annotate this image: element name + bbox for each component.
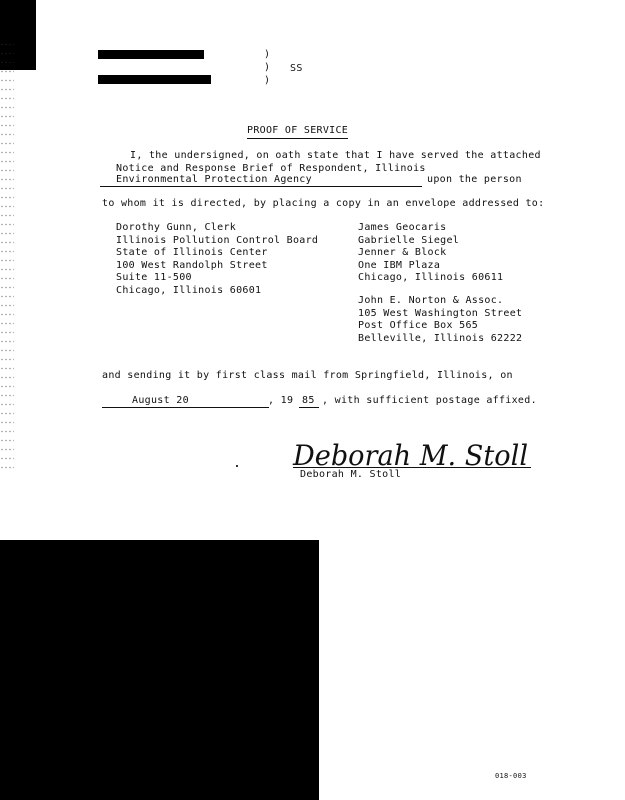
redaction-bar-1 <box>98 50 204 59</box>
year-prefix: , 19 <box>268 395 294 406</box>
caption-brace-3: ) <box>264 75 271 86</box>
page-title: PROOF OF SERVICE <box>247 125 348 139</box>
address-line: Gabrielle Siegel <box>358 234 460 246</box>
signature-script: Deborah M. Stoll <box>292 439 528 472</box>
scan-dot <box>236 465 238 467</box>
scan-noise <box>0 40 14 470</box>
address-line: Dorothy Gunn, Clerk <box>116 222 237 233</box>
signer-name: Deborah M. Stoll <box>300 469 402 480</box>
mailing-line: and sending it by first class mail from Springfield, Illinois, on <box>102 370 513 381</box>
document-title-underline <box>100 186 422 187</box>
address-line: Illinois Pollution Control Board <box>116 234 319 246</box>
date-underline <box>102 407 269 408</box>
address-line: 105 West Washington Street <box>358 307 523 319</box>
address-line: State of Illinois Center <box>116 247 268 258</box>
address-line: Chicago, Illinois 60611 <box>358 272 504 283</box>
intro-line-1: I, the undersigned, on oath state that I have served the attached <box>130 150 541 161</box>
caption-ss: SS <box>290 63 303 74</box>
address-line: Jenner & Block <box>358 247 447 258</box>
document-title-line-2: Environmental Protection Agency <box>116 174 312 185</box>
upon-text: upon the person <box>427 174 522 185</box>
address-line: Suite 11-500 <box>116 272 192 283</box>
redaction-bar-2 <box>98 75 211 84</box>
mailing-year: 85 <box>302 395 315 406</box>
address-line: Chicago, Illinois 60601 <box>116 284 262 296</box>
caption-brace-1: ) <box>264 49 271 60</box>
mailing-date: August 20 <box>132 395 189 406</box>
address-line: John E. Norton & Assoc. <box>358 295 504 306</box>
address-line: Belleville, Illinois 62222 <box>358 332 523 344</box>
mailing-tail: , with sufficient postage affixed. <box>322 395 537 406</box>
address-line: Post Office Box 565 <box>358 320 479 331</box>
address-line: 100 West Randolph Street <box>116 259 268 271</box>
page-code: 018-003 <box>495 772 527 780</box>
document-title-line-1: Notice and Response Brief of Respondent, Illinois <box>116 163 426 174</box>
address-right-1 <box>358 222 503 285</box>
intro-line-3: to whom it is directed, by placing a copy in an envelope addressed to: <box>102 198 545 209</box>
redaction-block-bottom <box>0 540 319 800</box>
signature-line <box>293 467 531 468</box>
address-left <box>116 222 318 297</box>
address-line: One IBM Plaza <box>358 259 441 271</box>
address-line: James Geocaris <box>358 222 447 233</box>
address-right-2 <box>358 295 522 345</box>
caption-brace-2: ) <box>264 62 271 73</box>
year-underline <box>299 407 319 408</box>
